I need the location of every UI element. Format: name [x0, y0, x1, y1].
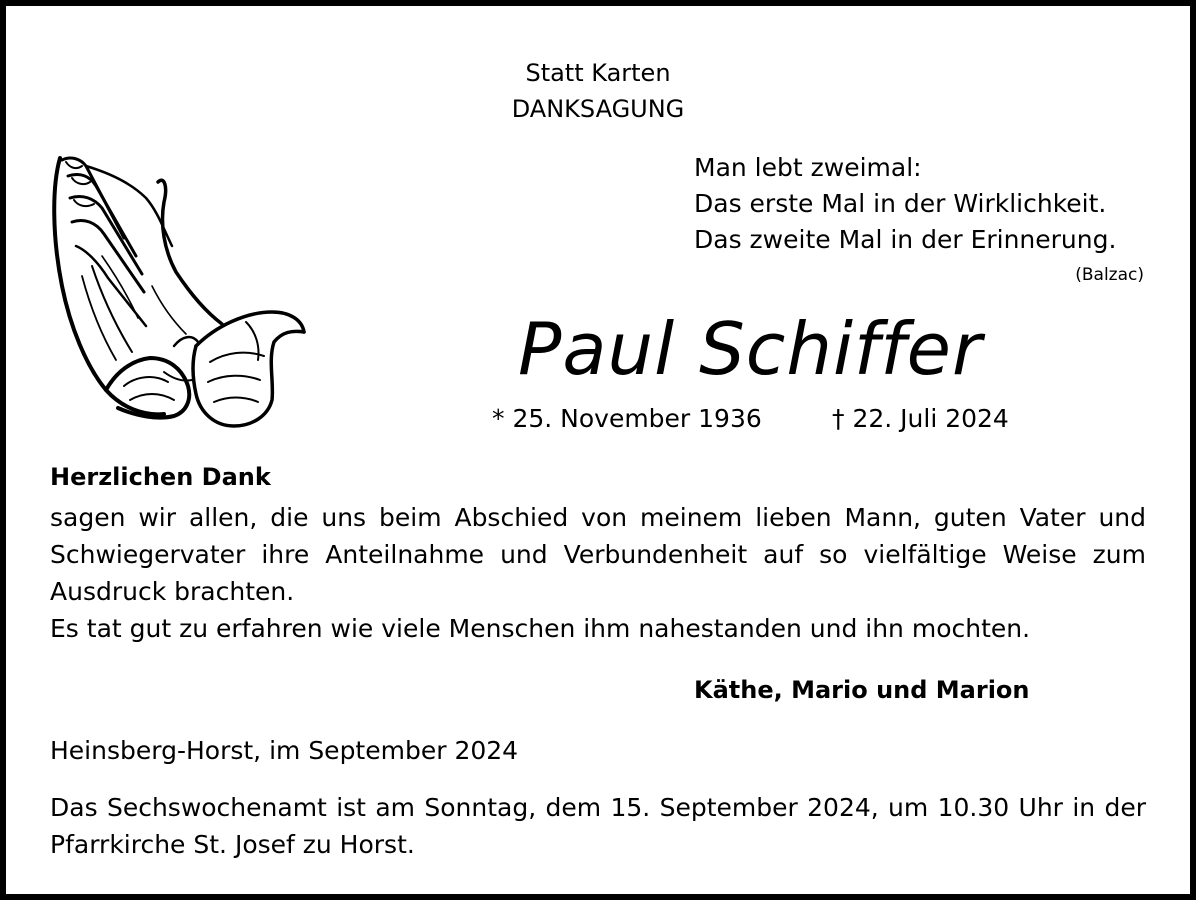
thanks-title: Herzlichen Dank — [50, 463, 271, 491]
place-date: Heinsberg-Horst, im September 2024 — [50, 736, 519, 765]
death-date: † 22. Juli 2024 — [832, 404, 1009, 433]
quote-line-2: Das erste Mal in der Wirklichkeit. — [694, 189, 1107, 218]
thanks-paragraph-1: sagen wir allen, die uns beim Abschied von meinem lieben Mann, guten Vater und Schwiegervater ihre Anteilnahme und Verbundenheit auf so vielfältige Weise zum Ausdruck brachten. — [50, 503, 1146, 606]
signers: Käthe, Mario und Marion — [694, 676, 1030, 704]
quote-author: (Balzac) — [1075, 265, 1144, 285]
quote-line-3: Das zweite Mal in der Erinnerung. — [694, 225, 1117, 254]
deceased-name: Paul Schiffer — [518, 307, 983, 391]
quote-line-1: Man lebt zweimal: — [694, 153, 922, 182]
birth-date: * 25. November 1936 — [492, 404, 762, 433]
quote — [694, 150, 1154, 258]
header-danksagung: DANKSAGUNG — [511, 95, 685, 123]
service-text: Das Sechswochenamt ist am Sonntag, dem 15. September 2024, um 10.30 Uhr in der Pfarrkirche St. Josef zu Horst. — [50, 793, 1146, 859]
header-statt-karten: Statt Karten — [525, 59, 671, 87]
thanks-paragraph-2: Es tat gut zu erfahren wie viele Menschen ihm nahestanden und ihn mochten. — [50, 614, 1031, 643]
praying-hands-icon — [46, 146, 311, 436]
service-notice — [50, 789, 1146, 863]
thanks-body — [50, 499, 1146, 647]
